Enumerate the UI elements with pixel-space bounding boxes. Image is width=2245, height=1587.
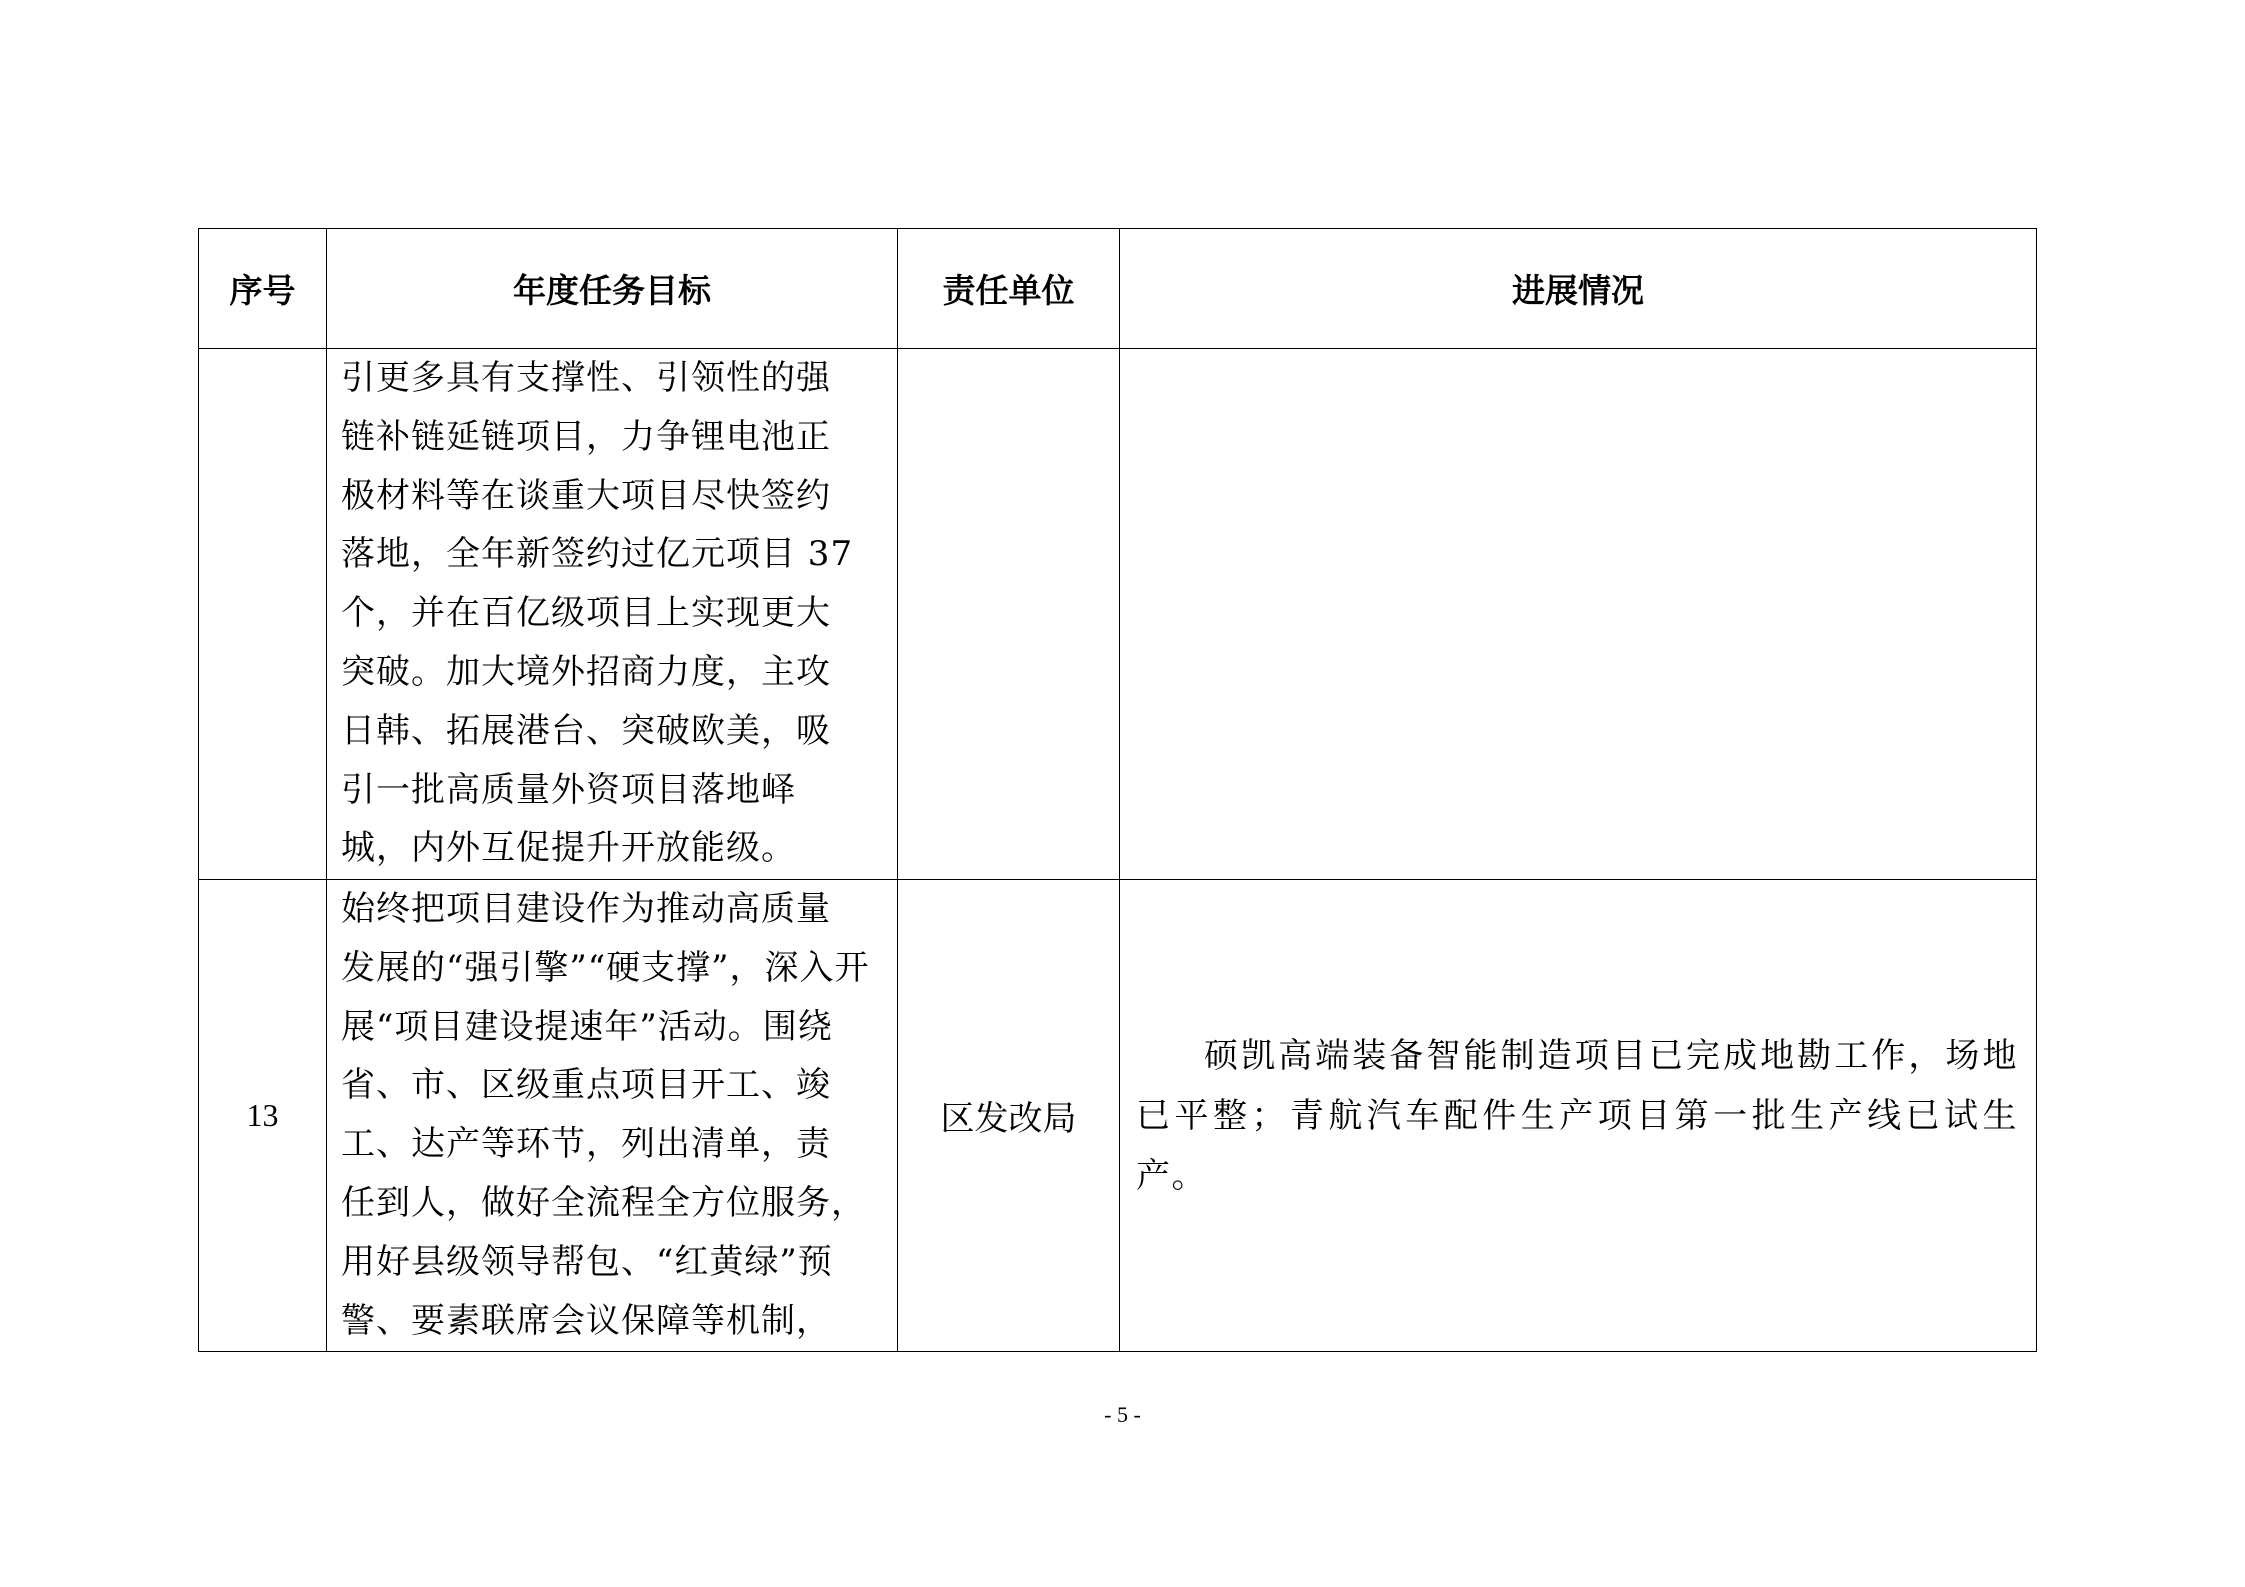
task-line: 落地，全年新签约过亿元项目 37 <box>341 534 854 575</box>
task-line: 展“项目建设提速年”活动。围绕 <box>341 1006 833 1047</box>
header-task: 年度任务目标 <box>327 229 898 349</box>
table-header-row <box>199 229 2037 349</box>
task-progress-table <box>198 228 2037 1352</box>
task-line: 个，并在百亿级项目上实现更大 <box>341 593 831 634</box>
task-line: 链补链延链项目，力争锂电池正 <box>341 416 831 457</box>
row-progress-cell <box>1120 880 2037 1352</box>
task-line: 日韩、拓展港台、突破欧美，吸 <box>341 710 831 751</box>
task-line: 警、要素联席会议保障等机制， <box>341 1300 831 1341</box>
task-line: 任到人，做好全流程全方位服务， <box>341 1182 866 1223</box>
progress-text: 硕凯高端装备智能制造项目已完成地勘工作，场地已平整；青航汽车配件生产项目第一批生产线已试生产。 <box>1136 1035 2018 1196</box>
row-unit-cell: 区发改局 <box>898 880 1120 1352</box>
row-task-cell <box>327 880 898 1352</box>
task-line: 引一批高质量外资项目落地峄 <box>341 769 796 810</box>
header-progress: 进展情况 <box>1120 229 2037 349</box>
header-unit: 责任单位 <box>898 229 1120 349</box>
task-line: 突破。加大境外招商力度，主攻 <box>341 651 831 692</box>
row-seq-cell <box>199 349 327 880</box>
row-task-cell <box>327 349 898 880</box>
task-line: 始终把项目建设作为推动高质量 <box>341 889 831 929</box>
task-line: 工、达产等环节，列出清单，责 <box>341 1124 831 1165</box>
header-seq: 序号 <box>199 229 327 349</box>
table-row <box>199 880 2037 1352</box>
task-line: 发展的“强引擎”“硬支撑”，深入开 <box>341 947 870 988</box>
table-row <box>199 349 2037 880</box>
row-unit-cell <box>898 349 1120 880</box>
task-line: 极材料等在谈重大项目尽快签约 <box>341 475 831 516</box>
row-progress-cell <box>1120 349 2037 880</box>
task-line: 城，内外互促提升开放能级。 <box>341 828 796 869</box>
row-seq-cell: 13 <box>199 880 327 1352</box>
page-number: - 5 - <box>1104 1402 1141 1427</box>
task-line: 引更多具有支撑性、引领性的强 <box>341 358 831 398</box>
task-line: 省、市、区级重点项目开工、竣 <box>341 1065 831 1106</box>
task-line: 用好县级领导帮包、“红黄绿”预 <box>341 1241 833 1282</box>
